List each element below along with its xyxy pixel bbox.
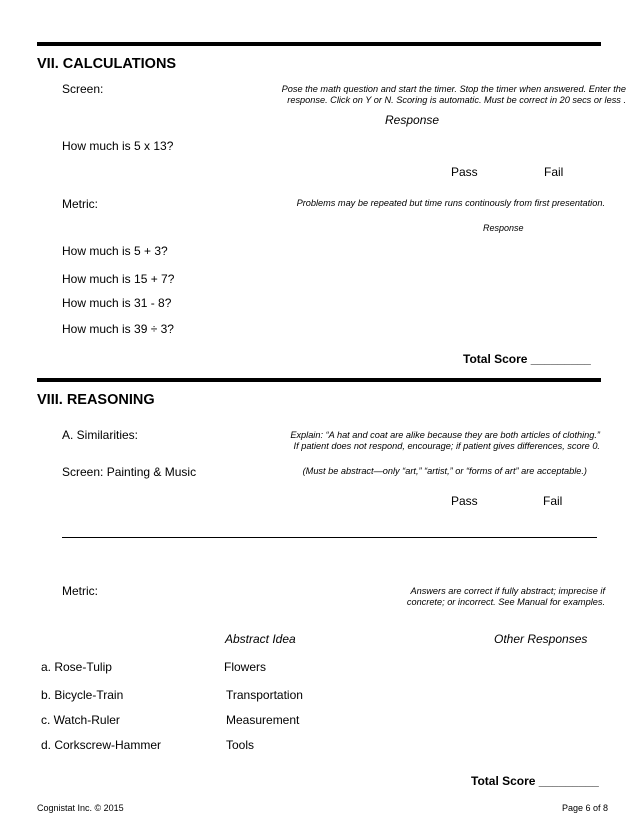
pair-c: c. Watch-Ruler (41, 713, 120, 727)
footer-page-number: Page 6 of 8 (561, 803, 608, 813)
reasoning-metric-note-line2: concrete; or incorrect. See Manual for examples. (406, 597, 605, 607)
pair-b: b. Bicycle-Train (41, 688, 124, 702)
screen-instructions-line1: Pose the math question and start the timer. Stop the timer when answered. Enter the (281, 84, 626, 94)
screen-question: How much is 5 x 13? (62, 139, 174, 153)
metric-instructions: Problems may be repeated but time runs continously from first presentation. (296, 198, 605, 208)
metric-question-1: How much is 5 + 3? (62, 244, 168, 258)
reasoning-metric-note (407, 586, 605, 608)
screen-instructions-line2: response. Click on Y or N. Scoring is automatic. Must be correct in 20 secs or less . (287, 95, 626, 105)
metric-response-heading: Response (483, 223, 524, 233)
reasoning-fail-option[interactable]: Fail (543, 494, 563, 508)
answer-d: Tools (226, 738, 255, 752)
footer-copyright: Cognistat Inc. © 2015 (37, 803, 124, 813)
screen-label: Screen: (62, 82, 104, 96)
metric-question-4: How much is 39 ÷ 3? (62, 322, 174, 336)
pair-a: a. Rose-Tulip (41, 660, 112, 674)
reasoning-pass-option[interactable]: Pass (451, 494, 478, 508)
pair-d: d. Corkscrew-Hammer (41, 738, 162, 752)
reasoning-screen-note: (Must be abstract—only “art,” “artist,” or “forms of art” are acceptable.) (302, 466, 587, 476)
calc-total-score: Total Score _________ (463, 352, 591, 366)
answer-a: Flowers (224, 660, 267, 674)
metric-question-2: How much is 15 + 7? (62, 272, 175, 286)
screen-instructions (282, 84, 626, 106)
pass-option[interactable]: Pass (451, 165, 478, 179)
similarities-explain-line1: Explain: “A hat and coat are alike because they are both articles of clothing.” (290, 430, 600, 440)
similarities-explain (290, 430, 600, 452)
reasoning-total-score: Total Score _________ (471, 774, 599, 788)
similarities-explain-line2: If patient does not respond, encourage; if patient gives differences, score 0. (293, 441, 600, 451)
abstract-idea-header: Abstract Idea (225, 632, 296, 646)
reasoning-heading: VIII. REASONING (37, 392, 155, 408)
calculations-heading: VII. CALCULATIONS (37, 56, 177, 72)
reasoning-metric-label: Metric: (62, 584, 98, 598)
fail-option[interactable]: Fail (544, 165, 564, 179)
section-divider-middle (37, 378, 601, 382)
section-divider-top (37, 42, 601, 46)
answer-c: Measurement (226, 713, 300, 727)
reasoning-screen-label: Screen: Painting & Music (62, 465, 197, 479)
response-heading: Response (385, 113, 440, 127)
response-line (62, 537, 597, 538)
answer-b: Transportation (226, 688, 303, 702)
metric-label: Metric: (62, 197, 98, 211)
other-responses-header: Other Responses (494, 632, 588, 646)
similarities-label: A. Similarities: (62, 428, 139, 442)
metric-question-3: How much is 31 - 8? (62, 296, 172, 310)
reasoning-metric-note-line1: Answers are correct if fully abstract; imprecise if (410, 586, 605, 596)
